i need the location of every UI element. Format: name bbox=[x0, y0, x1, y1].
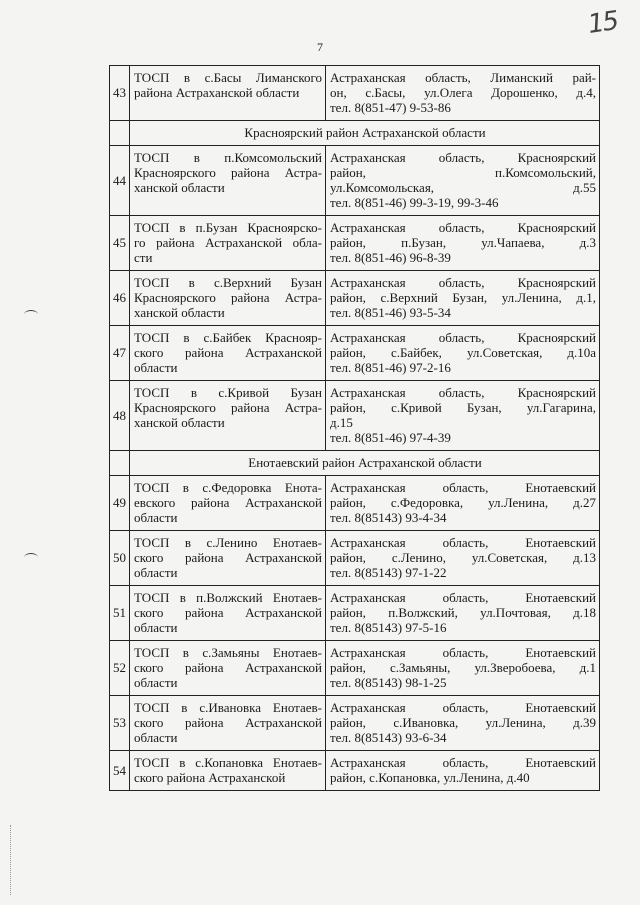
address-cell bbox=[326, 751, 600, 791]
organization-cell bbox=[130, 66, 326, 121]
cell-line: Астраханская область, Енотаевский bbox=[330, 755, 596, 770]
row-number: 49 bbox=[110, 476, 130, 531]
table-row bbox=[110, 381, 600, 451]
cell-line: тел. 8(851-46) 97-4-39 bbox=[330, 430, 451, 445]
cell-line: ТОСП в п.Комсомольский bbox=[134, 150, 322, 165]
cell-line: области bbox=[134, 565, 178, 580]
cell-line: тел. 8(85143) 93-4-34 bbox=[330, 510, 447, 525]
organization-cell bbox=[130, 476, 326, 531]
row-number: 54 bbox=[110, 751, 130, 791]
cell-line: Астраханская область, Красноярский bbox=[330, 330, 596, 345]
table-row bbox=[110, 696, 600, 751]
cell-line: Астраханская область, Красноярский bbox=[330, 150, 596, 165]
address-cell bbox=[326, 381, 600, 451]
cell-line: ского района Астраханской bbox=[134, 345, 322, 360]
row-number: 52 bbox=[110, 641, 130, 696]
cell-line: ского района Астраханской bbox=[134, 660, 322, 675]
address-cell bbox=[326, 326, 600, 381]
organization-cell bbox=[130, 696, 326, 751]
address-cell bbox=[326, 586, 600, 641]
cell-line: тел. 8(851-47) 9-53-86 bbox=[330, 100, 451, 115]
cell-line: области bbox=[134, 510, 178, 525]
cell-line: тел. 8(851-46) 97-2-16 bbox=[330, 360, 451, 375]
blank-cell bbox=[110, 121, 130, 146]
organization-cell bbox=[130, 381, 326, 451]
records-table-body bbox=[110, 66, 600, 791]
table-row bbox=[110, 66, 600, 121]
cell-line: Астраханская область, Красноярский bbox=[330, 275, 596, 290]
cell-line: области bbox=[134, 620, 178, 635]
organization-cell bbox=[130, 531, 326, 586]
address-cell bbox=[326, 146, 600, 216]
cell-line: ханской области bbox=[134, 415, 225, 430]
cell-line: д.15 bbox=[330, 415, 353, 430]
table-row bbox=[110, 641, 600, 696]
cell-line: ТОСП в с.Байбек Краснояр- bbox=[134, 330, 322, 345]
cell-line: тел. 8(85143) 97-1-22 bbox=[330, 565, 447, 580]
cell-line: район, с.Копановка, ул.Ленина, д.40 bbox=[330, 770, 530, 785]
cell-line: район, с.Байбек, ул.Советская, д.10а bbox=[330, 345, 596, 360]
row-number: 43 bbox=[110, 66, 130, 121]
table-row bbox=[110, 216, 600, 271]
cell-line: тел. 8(85143) 98-1-25 bbox=[330, 675, 447, 690]
cell-line: района Астраханской области bbox=[134, 85, 300, 100]
cell-line: ТОСП в с.Федоровка Енота- bbox=[134, 480, 322, 495]
section-header-row bbox=[110, 121, 600, 146]
blank-cell bbox=[110, 451, 130, 476]
organization-cell bbox=[130, 271, 326, 326]
cell-line: ТОСП в с.Верхний Бузан bbox=[134, 275, 322, 290]
cell-line: ского района Астраханской bbox=[134, 715, 322, 730]
cell-line: Красноярского района Астра- bbox=[134, 290, 322, 305]
row-number: 45 bbox=[110, 216, 130, 271]
cell-line: Астраханская область, Енотаевский bbox=[330, 700, 596, 715]
cell-line: район, п.Волжский, ул.Почтовая, д.18 bbox=[330, 605, 596, 620]
row-number: 47 bbox=[110, 326, 130, 381]
handwritten-sheet-number: 15 bbox=[586, 6, 620, 40]
cell-line: ханской области bbox=[134, 180, 225, 195]
cell-line: Астраханская область, Енотаевский bbox=[330, 535, 596, 550]
cell-line: ТОСП в с.Копановка Енотаев- bbox=[134, 755, 322, 770]
address-cell bbox=[326, 641, 600, 696]
cell-line: области bbox=[134, 730, 178, 745]
margin-dots bbox=[10, 825, 12, 895]
address-cell bbox=[326, 696, 600, 751]
row-number: 48 bbox=[110, 381, 130, 451]
row-number: 51 bbox=[110, 586, 130, 641]
cell-line: район, с.Федоровка, ул.Ленина, д.27 bbox=[330, 495, 596, 510]
address-cell bbox=[326, 66, 600, 121]
cell-line: Красноярского района Астра- bbox=[134, 400, 322, 415]
cell-line: Астраханская область, Красноярский bbox=[330, 220, 596, 235]
table-row bbox=[110, 146, 600, 216]
margin-mark bbox=[24, 553, 38, 562]
organization-cell bbox=[130, 586, 326, 641]
cell-line: ского района Астраханской bbox=[134, 550, 322, 565]
cell-line: области bbox=[134, 360, 178, 375]
cell-line: тел. 8(85143) 93-6-34 bbox=[330, 730, 447, 745]
cell-line: ского района Астраханской bbox=[134, 605, 322, 620]
organization-cell bbox=[130, 216, 326, 271]
table-row bbox=[110, 586, 600, 641]
cell-line: Красноярского района Астра- bbox=[134, 165, 322, 180]
cell-line: ТОСП в п.Бузан Красноярско- bbox=[134, 220, 322, 235]
cell-line: район, с.Верхний Бузан, ул.Ленина, д.1, bbox=[330, 290, 596, 305]
row-number: 46 bbox=[110, 271, 130, 326]
cell-line: тел. 8(85143) 97-5-16 bbox=[330, 620, 447, 635]
cell-line: район, с.Кривой Бузан, ул.Гагарина, bbox=[330, 400, 596, 415]
cell-line: Астраханская область, Енотаевский bbox=[330, 480, 596, 495]
cell-line: район, п.Бузан, ул.Чапаева, д.3 bbox=[330, 235, 596, 250]
cell-line: ского района Астраханской bbox=[134, 770, 286, 785]
cell-line: ТОСП в с.Кривой Бузан bbox=[134, 385, 322, 400]
cell-line: ТОСП в с.Ленино Енотаев- bbox=[134, 535, 322, 550]
cell-line: ТОСП в с.Ивановка Енотаев- bbox=[134, 700, 322, 715]
cell-line: ТОСП в п.Волжский Енотаев- bbox=[134, 590, 322, 605]
page-number: 7 bbox=[317, 40, 323, 54]
cell-line: Астраханская область, Лиманский рай- bbox=[330, 70, 596, 85]
cell-line: тел. 8(851-46) 99-3-19, 99-3-46 bbox=[330, 195, 499, 210]
cell-line: евского района Астраханской bbox=[134, 495, 322, 510]
margin-mark bbox=[24, 310, 38, 319]
cell-line: тел. 8(851-46) 96-8-39 bbox=[330, 250, 451, 265]
table-row bbox=[110, 271, 600, 326]
cell-line: Астраханская область, Енотаевский bbox=[330, 590, 596, 605]
records-table bbox=[109, 65, 600, 791]
cell-line: области bbox=[134, 675, 178, 690]
table-row bbox=[110, 326, 600, 381]
cell-line: ул.Комсомольская, д.55 bbox=[330, 180, 596, 195]
row-number: 53 bbox=[110, 696, 130, 751]
organization-cell bbox=[130, 641, 326, 696]
section-title: Енотаевский район Астраханской области bbox=[130, 451, 600, 476]
organization-cell bbox=[130, 326, 326, 381]
organization-cell bbox=[130, 146, 326, 216]
cell-line: район, с.Замьяны, ул.Зверобоева, д.1 bbox=[330, 660, 596, 675]
table-row bbox=[110, 476, 600, 531]
cell-line: он, с.Басы, ул.Олега Дорошенко, д.4, bbox=[330, 85, 596, 100]
cell-line: район, с.Ленино, ул.Советская, д.13 bbox=[330, 550, 596, 565]
row-number: 44 bbox=[110, 146, 130, 216]
cell-line: Астраханская область, Красноярский bbox=[330, 385, 596, 400]
cell-line: тел. 8(851-46) 93-5-34 bbox=[330, 305, 451, 320]
cell-line: ТОСП в с.Замьяны Енотаев- bbox=[134, 645, 322, 660]
cell-line: район, п.Комсомольский, bbox=[330, 165, 596, 180]
cell-line: сти bbox=[134, 250, 153, 265]
cell-line: ТОСП в с.Басы Лиманского bbox=[134, 70, 322, 85]
address-cell bbox=[326, 476, 600, 531]
cell-line: район, с.Ивановка, ул.Ленина, д.39 bbox=[330, 715, 596, 730]
address-cell bbox=[326, 271, 600, 326]
address-cell bbox=[326, 531, 600, 586]
cell-line: Астраханская область, Енотаевский bbox=[330, 645, 596, 660]
table-row bbox=[110, 751, 600, 791]
section-header-row bbox=[110, 451, 600, 476]
organization-cell bbox=[130, 751, 326, 791]
row-number: 50 bbox=[110, 531, 130, 586]
section-title: Красноярский район Астраханской области bbox=[130, 121, 600, 146]
cell-line: го района Астраханской обла- bbox=[134, 235, 322, 250]
cell-line: ханской области bbox=[134, 305, 225, 320]
table-row bbox=[110, 531, 600, 586]
address-cell bbox=[326, 216, 600, 271]
